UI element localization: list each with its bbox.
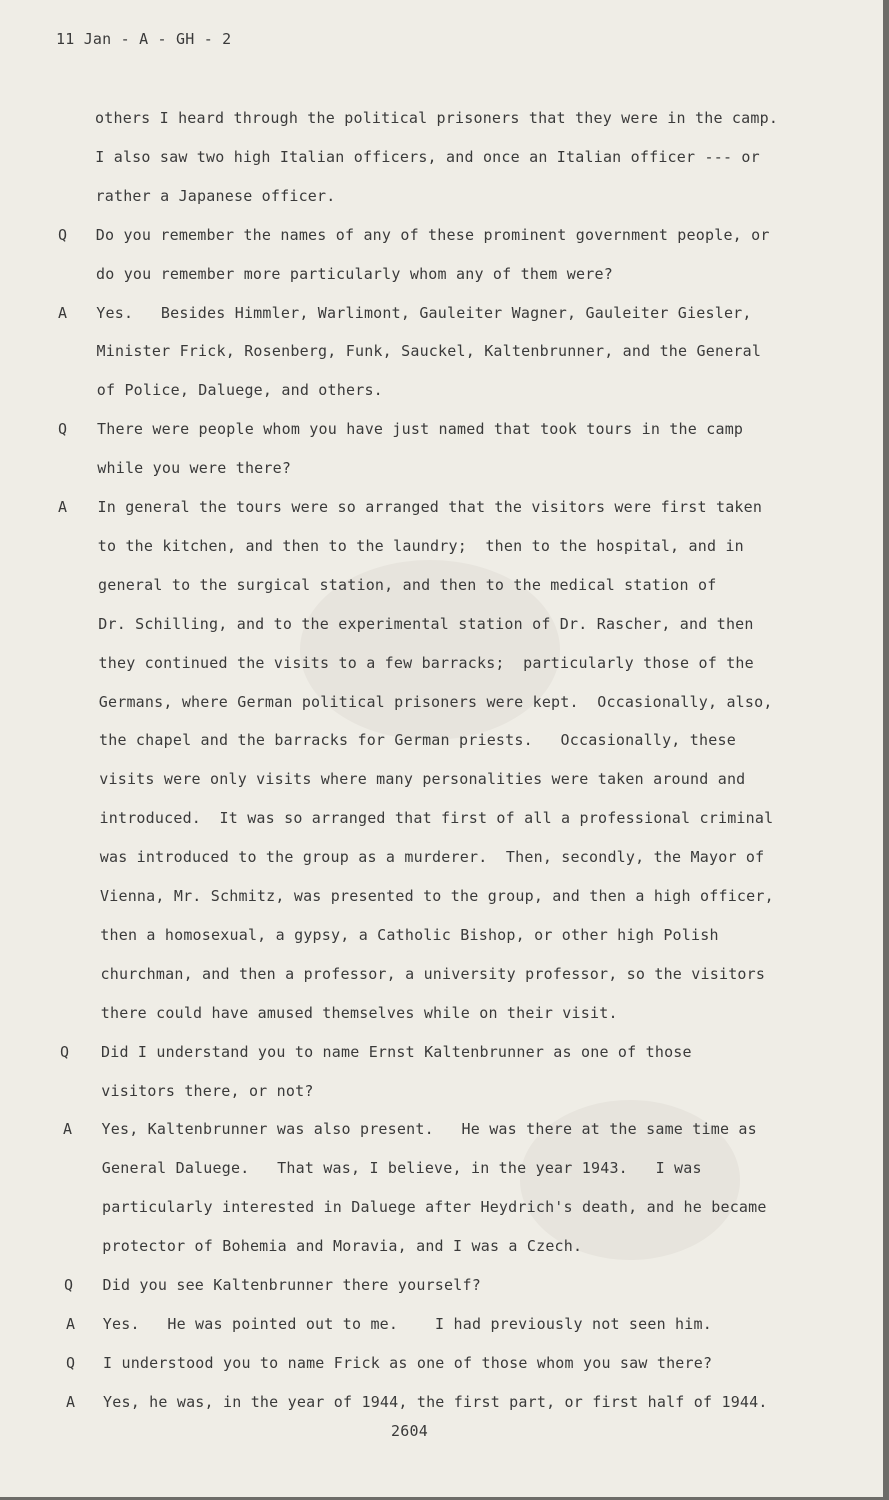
transcript-line: others I heard through the political prisoners that they were in the camp. (95, 109, 779, 127)
question-marker: Q (64, 1276, 74, 1294)
answer-marker: A (58, 498, 68, 516)
transcript-line: I understood you to name Frick as one of those whom you saw there? (103, 1353, 713, 1372)
transcript-line: the chapel and the barracks for German priests. Occasionally, these (99, 731, 736, 750)
answer-marker: A (63, 1120, 73, 1139)
transcript-line: There were people whom you have just named that took tours in the camp (97, 420, 744, 439)
transcript-line: while you were there? (97, 459, 292, 478)
transcript-line: rather a Japanese officer. (95, 186, 336, 205)
transcript-line: General Daluege. That was, I believe, in the year 1943. I was (101, 1159, 702, 1178)
transcript-line: visits were only visits where many personalities were taken around and (99, 770, 746, 789)
transcript-line: Yes, Kaltenbrunner was also present. He was there at the same time as (101, 1120, 757, 1139)
transcript-line: then a homosexual, a gypsy, a Catholic Bishop, or other high Polish (100, 925, 719, 944)
transcript-line: Yes. Besides Himmler, Warlimont, Gauleiter Wagner, Gauleiter Giesler, (96, 303, 752, 322)
transcript-line: I also saw two high Italian officers, and once an Italian officer --- or (95, 147, 760, 166)
answer-marker: A (66, 1314, 76, 1333)
question-marker: Q (58, 225, 68, 244)
transcript-line: Dr. Schilling, and to the experimental station of Dr. Rascher, and then (98, 614, 754, 633)
page-number: 2604 (391, 1422, 428, 1440)
transcript-line: Did you see Kaltenbrunner there yourself? (102, 1276, 481, 1294)
transcript-line: Did I understand you to name Ernst Kaltenbrunner as one of those (101, 1042, 692, 1061)
transcript-line: of Police, Daluege, and others. (96, 381, 383, 400)
transcript-line: Vienna, Mr. Schmitz, was presented to the group, and then a high officer, (100, 887, 774, 905)
transcript-line: Yes. He was pointed out to me. I had previously not seen him. (102, 1314, 712, 1333)
transcript-line: there could have amused themselves while on their visit. (100, 1003, 618, 1022)
transcript-line: to the kitchen, and then to the laundry; then to the hospital, and in (97, 536, 744, 555)
transcript-line: Yes, he was, in the year of 1944, the first part, or first half of 1944. (103, 1392, 768, 1411)
transcript-line: In general the tours were so arranged that the visitors were first taken (97, 498, 763, 516)
transcript-line: Do you remember the names of any of these prominent government people, or (95, 225, 770, 244)
transcript-line: general to the surgical station, and then to the medical station of (98, 575, 717, 594)
question-marker: Q (58, 420, 68, 439)
question-marker: Q (66, 1353, 76, 1372)
question-marker: Q (60, 1042, 70, 1061)
transcript-line: introduced. It was so arranged that first of all a professional criminal (99, 809, 774, 828)
transcript-line: visitors there, or not? (101, 1081, 314, 1100)
transcript-line: Minister Frick, Rosenberg, Funk, Sauckel, Kaltenbrunner, and the General (96, 342, 762, 361)
transcript-line: Germans, where German political prisoners were kept. Occasionally, also, (98, 692, 773, 711)
answer-marker: A (66, 1392, 76, 1411)
transcript-line: they continued the visits to a few barracks; particularly those of the (98, 653, 754, 672)
page-header: 11 Jan - A - GH - 2 (56, 30, 232, 48)
transcript-line: do you remember more particularly whom any of them were? (96, 264, 613, 283)
transcript-line: was introduced to the group as a murderer. Then, secondly, the Mayor of (99, 848, 765, 867)
transcript-line: protector of Bohemia and Moravia, and I was a Czech. (102, 1237, 583, 1256)
transcript-line: particularly interested in Daluege after Heydrich's death, and he became (102, 1198, 767, 1217)
answer-marker: A (58, 303, 68, 322)
transcript-line: churchman, and then a professor, a university professor, so the visitors (100, 964, 766, 983)
